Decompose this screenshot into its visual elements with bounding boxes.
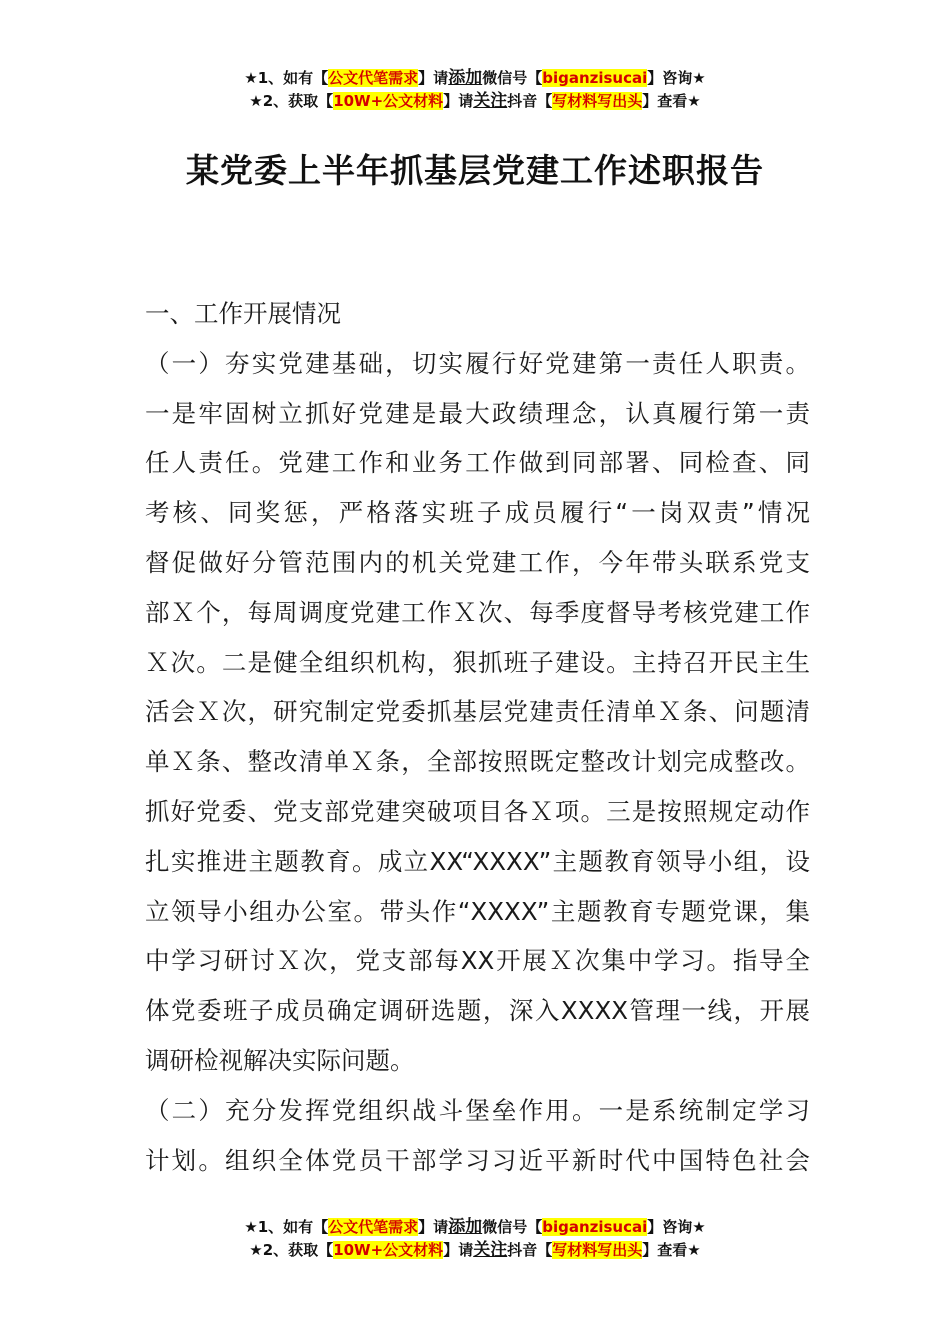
- banner-text: 微信号【: [482, 69, 543, 87]
- paragraph-line: 立领导小组办公室。带头作“XXXX”主题教育专题党课，集: [145, 896, 810, 926]
- banner-line-2: [0, 90, 950, 113]
- banner-underlined-text: 添加: [448, 1217, 483, 1237]
- footer-banner: [0, 1216, 950, 1262]
- banner-text: 】请: [443, 1241, 474, 1259]
- subsection-heading: （一）夯实党建基础，切实履行好党建第一责任人职责。: [145, 348, 810, 378]
- banner-line-1: [0, 1216, 950, 1239]
- banner-text: ★1、如有【: [244, 69, 329, 87]
- banner-text: 】查看★: [642, 92, 701, 110]
- section-heading: 一、工作开展情况: [145, 299, 341, 328]
- banner-text: 】咨询★: [647, 1218, 706, 1236]
- banner-text: ★2、获取【: [249, 1241, 334, 1259]
- paragraph-line: 考核、同奖惩，严格落实班子成员履行“一岗双责”情况: [145, 498, 810, 528]
- paragraph-line: 计划。组织全体党员干部学习习近平新时代中国特色社会: [145, 1145, 810, 1175]
- banner-highlight-service: 公文代笔需求: [328, 69, 419, 87]
- paragraph-line: Ｘ次。二是健全组织机构，狠抓班子建设。主持召开民主生: [145, 647, 810, 677]
- banner-highlight-douyin-account: 写材料写出头: [552, 92, 643, 110]
- paragraph-line: 中学习研讨Ｘ次，党支部每XX开展Ｘ次集中学习。指导全: [145, 946, 810, 976]
- paragraph-line: 调研检视解决实际问题。: [145, 1045, 415, 1075]
- banner-underlined-text: 关注: [473, 1240, 508, 1260]
- banner-highlight-materials: 10W+公文材料: [333, 1241, 444, 1259]
- paragraph-line: 任人责任。党建工作和业务工作做到同部署、同检查、同: [145, 448, 810, 478]
- paragraph-line: 活会Ｘ次，研究制定党委抓基层党建责任清单Ｘ条、问题清: [145, 697, 810, 727]
- banner-text: 】查看★: [642, 1241, 701, 1259]
- banner-underlined-text: 添加: [448, 68, 483, 88]
- document-title: 某党委上半年抓基层党建工作述职报告: [186, 151, 764, 190]
- banner-highlight-wechat-id: biganzisucai: [542, 1218, 648, 1236]
- header-banner: [0, 67, 950, 113]
- banner-highlight-materials: 10W+公文材料: [333, 92, 444, 110]
- banner-text: 微信号【: [482, 1218, 543, 1236]
- banner-highlight-douyin-account: 写材料写出头: [552, 1241, 643, 1259]
- subsection-heading: （二）充分发挥党组织战斗堡垒作用。一是系统制定学习: [145, 1095, 810, 1125]
- paragraph-line: 体党委班子成员确定调研选题，深入XXXX管理一线，开展: [145, 996, 810, 1026]
- banner-text: 抖音【: [507, 1241, 553, 1259]
- banner-highlight-service: 公文代笔需求: [328, 1218, 419, 1236]
- banner-text: 】请: [443, 92, 474, 110]
- banner-text: ★1、如有【: [244, 1218, 329, 1236]
- document-body: [145, 289, 810, 1185]
- paragraph-line: 部Ｘ个，每周调度党建工作Ｘ次、每季度督导考核党建工作: [145, 597, 810, 627]
- paragraph-line: 扎实推进主题教育。成立XX“XXXX”主题教育领导小组，设: [145, 846, 810, 876]
- banner-underlined-text: 关注: [473, 91, 508, 111]
- banner-text: ★2、获取【: [249, 92, 334, 110]
- banner-text: 】请: [418, 1218, 449, 1236]
- banner-highlight-wechat-id: biganzisucai: [542, 69, 648, 87]
- banner-line-2: [0, 1239, 950, 1262]
- paragraph-line: 单Ｘ条、整改清单Ｘ条，全部按照既定整改计划完成整改。: [145, 747, 810, 777]
- banner-text: 抖音【: [507, 92, 553, 110]
- banner-text: 】请: [418, 69, 449, 87]
- paragraph-line: 督促做好分管范围内的机关党建工作，今年带头联系党支: [145, 547, 810, 577]
- banner-text: 】咨询★: [647, 69, 706, 87]
- paragraph-line: 一是牢固树立抓好党建是最大政绩理念，认真履行第一责: [145, 398, 810, 428]
- banner-line-1: [0, 67, 950, 90]
- paragraph-line: 抓好党委、党支部党建突破项目各Ｘ项。三是按照规定动作: [145, 796, 810, 826]
